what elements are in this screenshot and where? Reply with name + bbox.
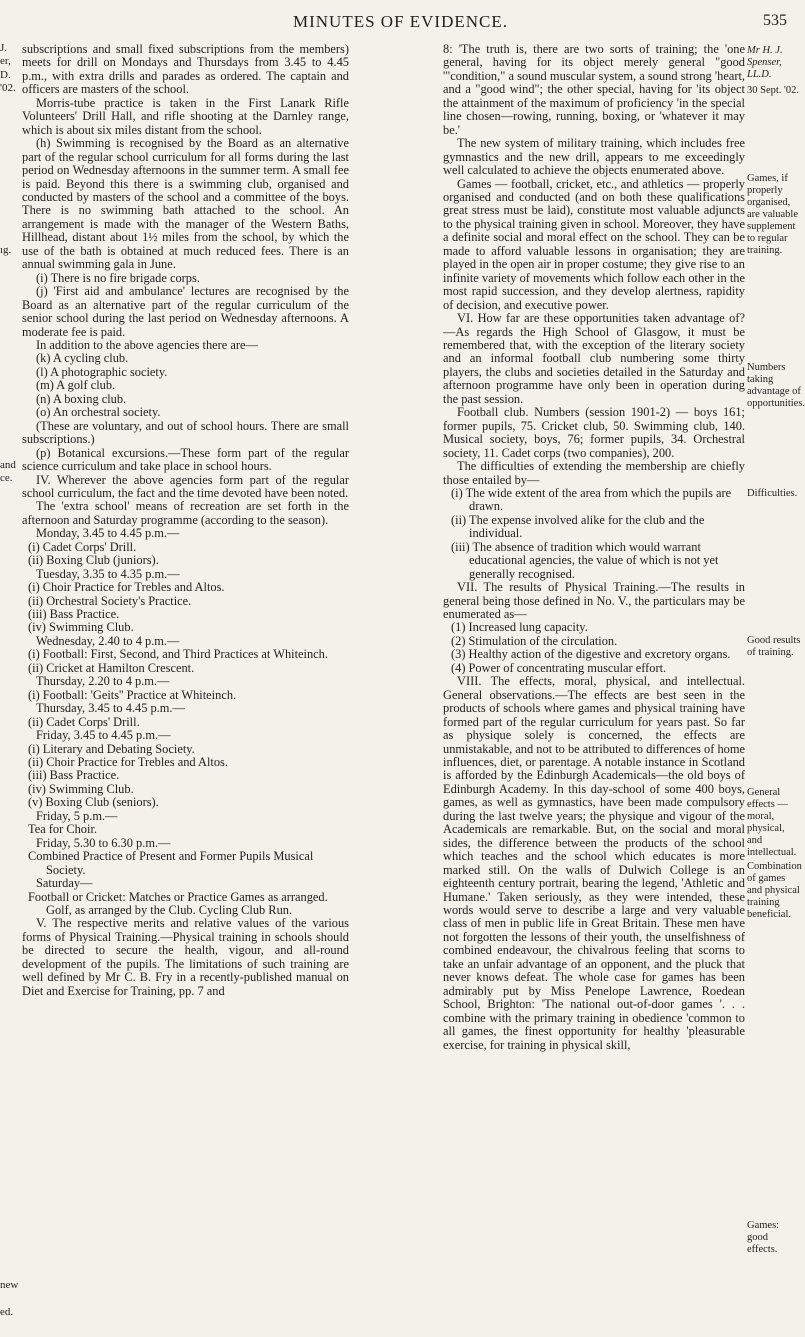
right-paragraph-indent: VI. How far are these opportunities taken advantage of?—As regards the High School of Glasgow, it must be remembered that, with the exception of the literary society and an informal football club numbering some thirty players, the clubs and societies detailed in the Saturday and afternoon programme have only been in operation during the past session. xyxy=(443,311,745,406)
right-paragraph-para: 8: 'The truth is, there are two sorts of training; the 'one general, having for its object merely general "good '"condition," a sound muscular system, a sound strong 'heart, and a "good wind"; the other special, having for 'its object the attainment of the maximum of proficiency 'in the special line chosen—rowing, running, boxing, or 'whatever it may be.' xyxy=(443,42,745,137)
sidenote-text: Numbers taking advantage of opportunities. xyxy=(747,362,805,409)
right-paragraph-subitem: (2) Stimulation of the circulation. xyxy=(451,633,618,648)
left-paragraph-indent: V. The respective merits and relative values of the various forms of Physical Training.—Physical training in schools should be directed to secure the health, vigour, and all-round development of the pupils. The limitations of such training are well defined by Mr C. B. Fry in a recently-published manual on Diet and Exercise for Training, pp. 7 and xyxy=(22,916,349,998)
left-paragraph-sub: (iv) Swimming Club. xyxy=(28,620,134,635)
page-header xyxy=(0,8,801,34)
right-column xyxy=(443,43,745,1052)
sidenote xyxy=(747,635,801,659)
left-paragraph-indent: The 'extra school' means of recreation are set forth in the afternoon and Saturday programme (according to the season). xyxy=(22,499,349,527)
left-paragraph-sub: (ii) Orchestral Society's Practice. xyxy=(28,593,192,608)
left-paragraph-heading: Tuesday, 3.35 to 4.35 p.m.— xyxy=(36,566,180,581)
left-paragraph-heading: Monday, 3.45 to 4.45 p.m.— xyxy=(36,526,180,541)
sidenote xyxy=(747,488,801,500)
margin-fragment: '02. xyxy=(0,82,16,95)
left-paragraph-sub: (ii) Cricket at Hamilton Crescent. xyxy=(28,660,195,675)
left-paragraph-heading: Thursday, 3.45 to 4.45 p.m.— xyxy=(36,701,185,716)
left-paragraph-heading: Saturday— xyxy=(36,876,93,891)
left-paragraph-heading: Thursday, 2.20 to 4 p.m.— xyxy=(36,674,170,689)
left-paragraph-sub: (i) Football: 'Geits'' Practice at Whiteinch. xyxy=(28,687,237,702)
right-paragraph-subitem: (3) Healthy action of the digestive and excretory organs. xyxy=(451,647,731,662)
left-paragraph-sub: (i) Football: First, Second, and Third Practices at Whiteinch. xyxy=(28,647,328,662)
page-number: 535 xyxy=(763,12,787,29)
left-paragraph-sub: Combined Practice of Present and Former Pupils Musical Society. xyxy=(28,849,314,877)
right-paragraph-subitem: (i) The wide extent of the area from which the pupils are drawn. xyxy=(451,485,732,514)
left-paragraph-indent: IV. Wherever the above agencies form part of the regular school curriculum, the fact and the time devoted have been noted. xyxy=(22,472,349,500)
left-column xyxy=(22,43,349,998)
right-paragraph-indent: The new system of military training, which includes free gymnastics and the new drill, appears to me exceedingly well calculated to achieve the objects enumerated above. xyxy=(443,136,745,178)
left-paragraph-indent: Morris-tube practice is taken in the First Lanark Rifle Volunteers' Drill Hall, and rifle shooting at the Darnley range, which is about six miles distant from the school. xyxy=(22,95,349,137)
left-paragraph-item: (n) A boxing club. xyxy=(36,391,127,406)
left-paragraph-indent: (i) There is no fire brigade corps. xyxy=(36,270,200,285)
running-title: MINUTES OF EVIDENCE. xyxy=(292,12,509,31)
sidenote-text: Combination of games and physical training beneficial. xyxy=(747,861,802,920)
right-paragraph-indent: The difficulties of extending the membership are chiefly those entailed by— xyxy=(443,459,745,487)
left-paragraph-indent: (p) Botanical excursions.—These form part of the regular science curriculum and take place in school hours. xyxy=(22,445,349,474)
sidenote-date: 30 Sept. '02. xyxy=(747,85,800,96)
left-paragraph-item: (m) A golf club. xyxy=(36,378,116,393)
right-paragraph-indent: Football club. Numbers (session 1901-2) — boys 161; former pupils, 75. Cricket club, 50. Swimming club, 140. Musical society, boys, 76; former pupils, 34. Orchestral society, 11. Cadet corps (two companies), 200. xyxy=(443,405,745,460)
left-paragraph-sub: (i) Cadet Corps' Drill. xyxy=(28,539,137,554)
sidenote xyxy=(747,45,801,97)
left-paragraph-indent: (h) Swimming is recognised by the Board as an alternative part of the regular school curriculum for all forms during the last period on Wednesday afternoons in the summer term. A small fee is paid. Beyond this there is a swimming club, organised and conducted by masters of the school and a committee of the boys. There is no swimming bath attached to the school. An arrangement is made with the manager of the Western Baths, Hillhead, distant about 1½ miles from the school, by which the use of the bath is obtained at much reduced fees. There is an annual swimming gala in June. xyxy=(22,136,349,272)
left-paragraph-indent: (j) 'First aid and ambulance' lectures are recognised by the Board as an alternative part of the regular curriculum of the senior school during the last period on Wednesday afternoons. A moderate fee is paid. xyxy=(22,284,349,339)
left-paragraph-item: (l) A photographic society. xyxy=(36,364,168,379)
left-paragraph-sub: (iii) Bass Practice. xyxy=(28,607,120,622)
sidenote-text: General effects —moral, physical, and intellectual. xyxy=(747,787,797,858)
sidenote xyxy=(747,362,805,410)
sidenote-text: Games, if properly organised, are valuable supplement to regular training. xyxy=(747,173,799,256)
left-paragraph-sub: (v) Boxing Club (seniors). xyxy=(28,795,159,810)
margin-fragment: er, xyxy=(0,55,11,68)
margin-fragment: ed. xyxy=(0,1306,14,1319)
margin-fragment: J. xyxy=(0,42,8,54)
margin-fragment: and xyxy=(0,458,16,471)
sidenote-text: Games: good effects. xyxy=(747,1220,780,1255)
left-paragraph-para: subscriptions and small fixed subscriptions from the members) meets for drill on Mondays and Thursdays from 3.45 to 4.45 p.m., with extra drills and parades as ordered. The captain and officers are masters of the school. xyxy=(22,42,349,97)
left-paragraph-indent: (These are voluntary, and out of school hours. There are small subscriptions.) xyxy=(22,418,349,447)
sidenote-text: Difficulties. xyxy=(747,488,798,499)
left-paragraph-sub: (i) Choir Practice for Trebles and Altos. xyxy=(28,580,225,595)
margin-fragment: new xyxy=(0,1279,19,1292)
right-paragraph-indent: VIII. The effects, moral, physical, and intellectual. General observations.—The effects are best seen in the products of schools where games and physical training have formed part of the regular curriculum for years past. So far as physique solely is concerned, the effects are unmistakable, and not to be attributed to differences of home influences, diet, or parentage. A notable instance in Scotland is afforded by the Edinburgh Academicals—the old boys of Edinburgh Academy. In this day-school of some 400 boys, games, as well as gymnastics, have been made compulsory during the last twelve years; the physique and vigour of the Academicals are remarkable. But, on the social and moral sides, the difference between the products of the school which teaches and the school which educates is more marked still. On the walls of Dulwich College is an eighteenth century portrait, bearing the legend, 'Athletic and Humane.' Taken seriously, as they were intended, these words would serve to describe a large and very valuable class of men in public life in Great Britain. These men have not forgotten the lessons of their youth, the unselfishness of combined endeavour, the chivalrous feeling that scorns to take an unfair advantage of an opponent, and the pluck that never knows defeat. The whole case for games has been admirably put by Miss Penelope Lawrence, Roedean School, Brighton: 'The national out-of-door games '. . . combine with the primary training in obedience 'common to all games, the finest opportunity for healthy 'pleasurable exercise, for training in physical skill, xyxy=(443,674,745,1052)
left-paragraph-sub: Football or Cricket: Matches or Practice Games as arranged. Golf, as arranged by the Club. Cycling Club Run. xyxy=(28,889,328,917)
left-paragraph-item: (o) An orchestral society. xyxy=(36,405,161,420)
left-paragraph-sub: (i) Literary and Debating Society. xyxy=(28,741,195,756)
left-paragraph-heading: Friday, 3.45 to 4.45 p.m.— xyxy=(36,728,171,743)
sidenote xyxy=(747,787,801,859)
left-paragraph-sub: (iii) Bass Practice. xyxy=(28,768,120,783)
margin-fragment: ce. xyxy=(0,472,13,485)
sidenote-text: Good results of training. xyxy=(747,635,801,658)
right-paragraph-subitem: (1) Increased lung capacity. xyxy=(451,620,588,635)
right-paragraph-subitem: (4) Power of concentrating muscular effort. xyxy=(451,660,667,675)
sidenote xyxy=(747,173,801,257)
left-paragraph-item: (k) A cycling club. xyxy=(36,351,129,366)
left-paragraph-sub: Tea for Choir. xyxy=(28,822,97,837)
left-paragraph-sub: (iv) Swimming Club. xyxy=(28,781,134,796)
right-paragraph-indent: Games — football, cricket, etc., and athletics — properly organised and conducted (and on both these qualifications great stress must be laid), constitute most valuable adjuncts to the physical training given in school. Moreover, they have a definite social and moral effect on the school. They can be made to afford valuable lessons in organisation; they are played in the open air in proper costume; they give rise to an infinite variety of movements which follow each other in the most rapid succession, and they develop alertness, rapidity of decision, and executive power. xyxy=(443,176,745,312)
left-margin-fragments xyxy=(0,42,19,1332)
right-paragraph-subitem: (iii) The absence of tradition which would warrant educational agencies, the value of which is not yet generally recognised. xyxy=(451,539,719,581)
left-paragraph-sub: (ii) Cadet Corps' Drill. xyxy=(28,714,140,729)
margin-fragment: ıg. xyxy=(0,243,12,256)
left-paragraph-heading: Wednesday, 2.40 to 4 p.m.— xyxy=(36,633,180,648)
left-paragraph-heading: Friday, 5 p.m.— xyxy=(36,808,118,823)
left-paragraph-heading: Friday, 5.30 to 6.30 p.m.— xyxy=(36,835,171,850)
sidenote xyxy=(747,1220,801,1256)
right-paragraph-subitem: (ii) The expense involved alike for the club and the individual. xyxy=(451,512,705,541)
left-paragraph-indent: In addition to the above agencies there are— xyxy=(36,337,258,352)
sidenote xyxy=(747,861,801,921)
right-paragraph-indent: VII. The results of Physical Training.—The results in general being those defined in No. V., the particulars may be enumerated as— xyxy=(443,580,745,622)
sidenote-text: Mr H. J. Spenser, LL.D. xyxy=(747,45,783,80)
left-paragraph-sub: (ii) Choir Practice for Trebles and Altos. xyxy=(28,755,228,770)
margin-fragment: D. xyxy=(0,68,11,81)
left-paragraph-sub: (ii) Boxing Club (juniors). xyxy=(28,553,159,568)
